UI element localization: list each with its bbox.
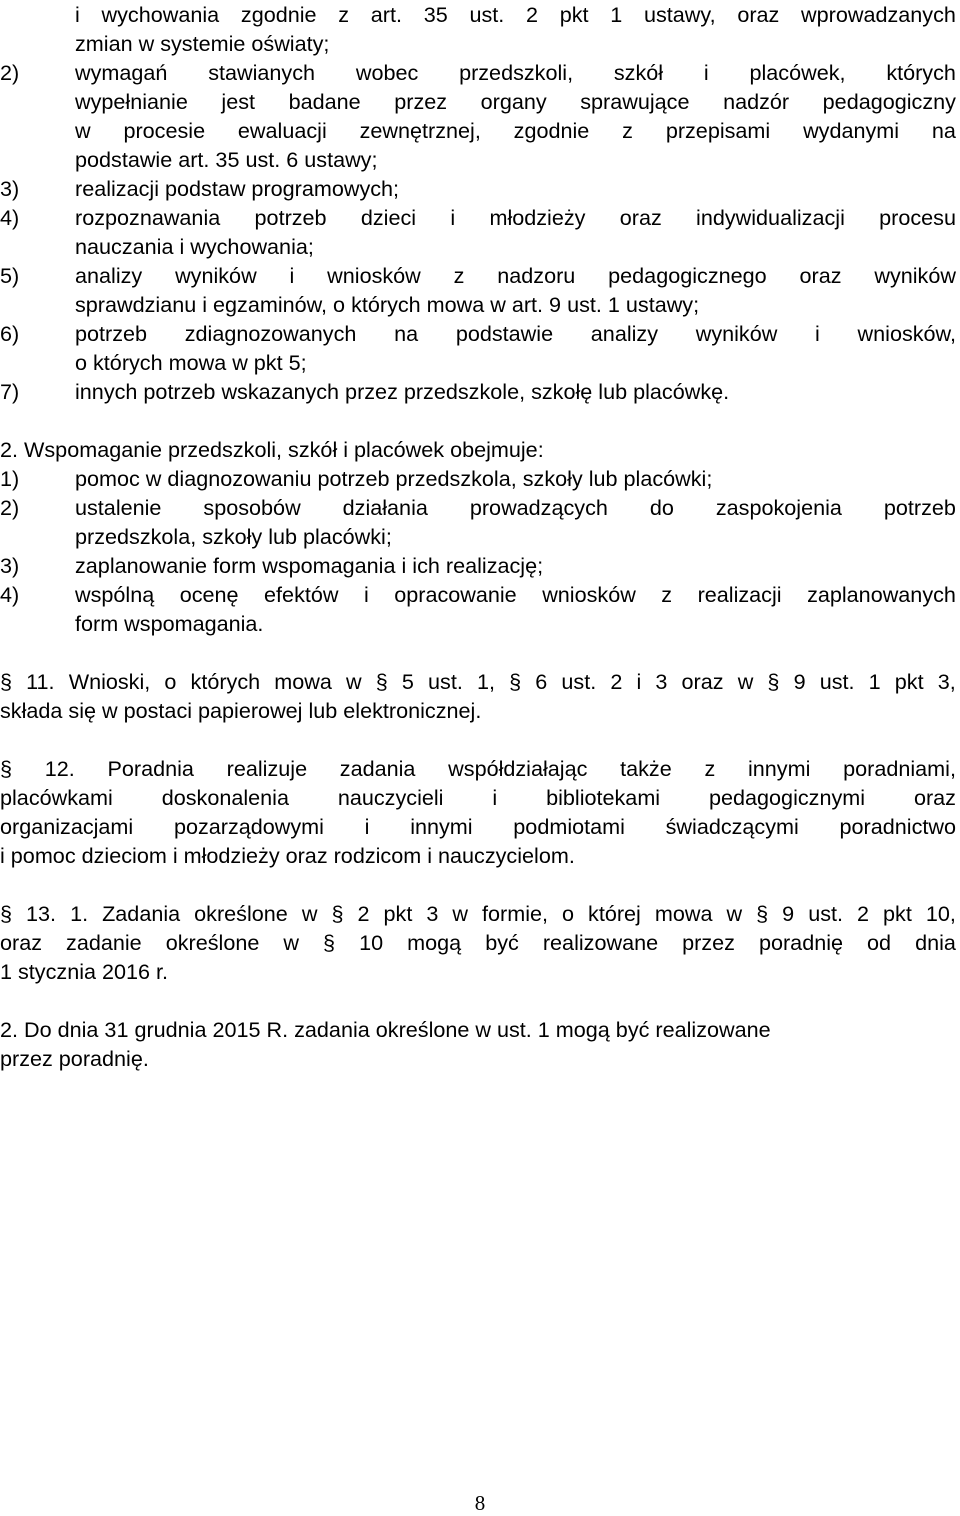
word: w bbox=[346, 669, 362, 694]
text-line: 2. Do dnia 31 grudnia 2015 R. zadania określone w ust. 1 mogą być realizowane bbox=[0, 1017, 771, 1042]
word: których bbox=[190, 669, 261, 694]
page-number: 8 bbox=[474, 1491, 486, 1515]
word: pkt bbox=[894, 669, 924, 694]
list-number: 2) bbox=[0, 60, 20, 85]
list-number: 6) bbox=[0, 321, 20, 346]
word: poradnictwo bbox=[839, 814, 956, 839]
list-number: 3) bbox=[0, 553, 20, 578]
word: od bbox=[867, 930, 892, 955]
word: oraz bbox=[737, 2, 780, 27]
word: wyników bbox=[874, 263, 956, 288]
word: § bbox=[331, 901, 344, 926]
list-item-text bbox=[75, 319, 956, 348]
word: stawianych bbox=[208, 60, 316, 85]
word: wymagań bbox=[75, 60, 168, 85]
word: procesu bbox=[879, 205, 956, 230]
word: wobec bbox=[355, 60, 419, 85]
word: 2 bbox=[857, 901, 870, 926]
word: i bbox=[703, 60, 709, 85]
word: w bbox=[452, 901, 468, 926]
word: 3 bbox=[426, 901, 439, 926]
word: Wnioski, bbox=[68, 669, 151, 694]
list-number: 1) bbox=[0, 466, 20, 491]
text-line: składa się w postaci papierowej lub elektronicznej. bbox=[0, 698, 482, 723]
word: potrzeb bbox=[883, 495, 956, 520]
word: badane bbox=[288, 89, 361, 114]
word: potrzeb bbox=[254, 205, 327, 230]
list-item-text bbox=[75, 580, 956, 609]
list-item-text: innych potrzeb wskazanych przez przedszkole, szkołę lub placówkę. bbox=[75, 379, 730, 404]
text-line: przedszkola, szkoły lub placówki; bbox=[75, 524, 392, 549]
word: oraz bbox=[619, 205, 662, 230]
text-line bbox=[0, 464, 956, 493]
text-line bbox=[0, 551, 956, 580]
word: mowa bbox=[274, 669, 332, 694]
word: dzieci bbox=[360, 205, 417, 230]
word: bibliotekami bbox=[546, 785, 661, 810]
word: mowa bbox=[654, 901, 713, 926]
word: § bbox=[509, 669, 522, 694]
word: potrzeb bbox=[75, 321, 148, 346]
word: § bbox=[756, 901, 769, 926]
word: 11. bbox=[26, 669, 55, 694]
word: szkół bbox=[613, 60, 664, 85]
word: wydanymi bbox=[803, 118, 900, 143]
word: 3 bbox=[655, 669, 668, 694]
word: ust. bbox=[819, 669, 855, 694]
word: 2 bbox=[610, 669, 623, 694]
word: Poradnia bbox=[107, 756, 194, 781]
word: i bbox=[75, 2, 80, 27]
list-number: 4) bbox=[0, 582, 20, 607]
text-line: o których mowa w pkt 5; bbox=[75, 350, 307, 375]
text-line bbox=[0, 261, 956, 290]
word: realizowane bbox=[542, 930, 659, 955]
word: jest bbox=[221, 89, 256, 114]
word: opracowanie bbox=[394, 582, 517, 607]
word: 1 bbox=[610, 2, 623, 27]
text-line: przez poradnię. bbox=[0, 1046, 149, 1071]
word: przez bbox=[682, 930, 735, 955]
word: 35 bbox=[423, 2, 448, 27]
word: formie, bbox=[482, 901, 548, 926]
word: § bbox=[375, 669, 388, 694]
word: analizy bbox=[590, 321, 659, 346]
word: 2 bbox=[357, 901, 370, 926]
word: o bbox=[164, 669, 177, 694]
word: sprawujące bbox=[580, 89, 690, 114]
word: 13. bbox=[26, 901, 57, 926]
text-line bbox=[0, 928, 956, 957]
text-line bbox=[75, 0, 956, 29]
text-line bbox=[0, 319, 956, 348]
word: § bbox=[323, 930, 336, 955]
word: pedagogicznymi bbox=[709, 785, 866, 810]
word: i bbox=[815, 321, 820, 346]
word: oraz bbox=[681, 669, 724, 694]
word: także bbox=[620, 756, 672, 781]
word: art. bbox=[370, 2, 402, 27]
word: zaspokojenia bbox=[715, 495, 842, 520]
word: wypełnianie bbox=[75, 89, 188, 114]
word: poradnię bbox=[758, 930, 844, 955]
word: określone bbox=[165, 930, 260, 955]
text-line bbox=[0, 899, 956, 928]
text-line bbox=[75, 116, 956, 145]
word: i bbox=[636, 669, 642, 694]
word: doskonalenia bbox=[161, 785, 289, 810]
word: na bbox=[394, 321, 419, 346]
word: nadzoru bbox=[497, 263, 576, 288]
word: prowadzących bbox=[469, 495, 608, 520]
word: ustawy, bbox=[643, 2, 716, 27]
word: w bbox=[737, 669, 754, 694]
word: rozpoznawania bbox=[75, 205, 221, 230]
word: realizacji bbox=[697, 582, 782, 607]
text-line bbox=[0, 812, 956, 841]
word: 12. bbox=[44, 756, 75, 781]
word: pkt bbox=[559, 2, 589, 27]
word: być bbox=[485, 930, 519, 955]
text-line bbox=[0, 377, 956, 406]
text-line: podstawie art. 35 ust. 6 ustawy; bbox=[75, 147, 378, 172]
word: wyników bbox=[175, 263, 257, 288]
word: wspólną bbox=[75, 582, 155, 607]
word: 1 bbox=[868, 669, 881, 694]
word: dnia bbox=[915, 930, 956, 955]
word: pkt bbox=[383, 901, 413, 926]
word: § bbox=[0, 901, 13, 926]
text-line bbox=[0, 493, 956, 522]
word: z bbox=[704, 756, 716, 781]
word: 9 bbox=[793, 669, 806, 694]
word: ust. bbox=[428, 669, 463, 694]
word: 10, bbox=[925, 901, 956, 926]
text-line: 2. Wspomaganie przedszkoli, szkół i placówek obejmuje: bbox=[0, 437, 544, 462]
word: świadczącymi bbox=[665, 814, 799, 839]
list-number: 5) bbox=[0, 263, 20, 288]
text-line: form wspomagania. bbox=[75, 611, 264, 636]
text-line bbox=[0, 203, 956, 232]
word: podstawie bbox=[455, 321, 554, 346]
text-line bbox=[75, 87, 956, 116]
text-line: sprawdzianu i egzaminów, o których mowa w art. 9 ust. 1 ustawy; bbox=[75, 292, 700, 317]
word: zadanie bbox=[66, 930, 142, 955]
word: zgodnie bbox=[513, 118, 590, 143]
word: w bbox=[301, 901, 318, 926]
word: do bbox=[649, 495, 674, 520]
word: z bbox=[338, 2, 350, 27]
word: 6 bbox=[535, 669, 548, 694]
word: nadzór bbox=[723, 89, 790, 114]
word: pozarządowymi bbox=[173, 814, 324, 839]
word: z bbox=[453, 263, 465, 288]
text-line bbox=[0, 783, 956, 812]
word: indywidualizacji bbox=[696, 205, 845, 230]
list-number: 3) bbox=[0, 176, 20, 201]
word: organizacjami bbox=[0, 814, 134, 839]
word: wniosków, bbox=[857, 321, 956, 346]
word: określone bbox=[194, 901, 288, 926]
word: 2 bbox=[525, 2, 538, 27]
word: oraz bbox=[913, 785, 956, 810]
word: w bbox=[75, 118, 91, 143]
text-line: i pomoc dzieciom i młodzieży oraz rodzicom i nauczycielom. bbox=[0, 843, 575, 868]
word: pkt bbox=[883, 901, 912, 926]
word: ust. bbox=[469, 2, 505, 27]
text-line: 1 stycznia 2016 r. bbox=[0, 959, 169, 984]
word: nauczycieli bbox=[337, 785, 444, 810]
list-number: 2) bbox=[0, 495, 20, 520]
word: na bbox=[931, 118, 956, 143]
word: ust. bbox=[808, 901, 843, 926]
word: 3, bbox=[937, 669, 956, 694]
word: mogą bbox=[407, 930, 462, 955]
word: Zadania bbox=[102, 901, 181, 926]
word: i bbox=[364, 814, 370, 839]
word: zgodnie bbox=[240, 2, 317, 27]
word: ustalenie bbox=[75, 495, 162, 520]
text-line bbox=[0, 58, 956, 87]
word: przez bbox=[394, 89, 448, 114]
word: ust. bbox=[561, 669, 597, 694]
text-line bbox=[0, 667, 956, 696]
word: wyników bbox=[695, 321, 778, 346]
word: przedszkoli, bbox=[459, 60, 574, 85]
list-item-text bbox=[75, 261, 956, 290]
word: oraz bbox=[799, 263, 842, 288]
word: z bbox=[661, 582, 673, 607]
text-line bbox=[0, 580, 956, 609]
word: organy bbox=[480, 89, 547, 114]
word: której bbox=[588, 901, 641, 926]
word: w bbox=[283, 930, 300, 955]
word: i bbox=[450, 205, 456, 230]
word: działania bbox=[342, 495, 428, 520]
word: innymi bbox=[747, 756, 811, 781]
word: innymi bbox=[410, 814, 473, 839]
word: realizuje bbox=[226, 756, 308, 781]
word: § bbox=[0, 669, 13, 694]
list-item-text: pomoc w diagnozowaniu potrzeb przedszkola, szkoły lub placówki; bbox=[75, 466, 713, 491]
word: wniosków bbox=[327, 263, 421, 288]
word: oraz bbox=[0, 930, 43, 955]
word: współdziałając bbox=[448, 756, 588, 781]
word: 5 bbox=[401, 669, 414, 694]
word: 10 bbox=[359, 930, 384, 955]
list-item-text bbox=[75, 58, 956, 87]
list-item-text: realizacji podstaw programowych; bbox=[75, 176, 400, 201]
list-item-text bbox=[75, 493, 956, 522]
word: 1, bbox=[476, 669, 495, 694]
word: z bbox=[622, 118, 633, 143]
list-item-text: zaplanowanie form wspomagania i ich realizację; bbox=[75, 553, 544, 578]
word: w bbox=[726, 901, 743, 926]
word: poradniami, bbox=[843, 756, 956, 781]
text-line: nauczania i wychowania; bbox=[75, 234, 314, 259]
word: zaplanowanych bbox=[807, 582, 956, 607]
text-line bbox=[0, 174, 956, 203]
word: ewaluacji bbox=[237, 118, 327, 143]
word: zewnętrznej, bbox=[359, 118, 481, 143]
word: wychowania bbox=[101, 2, 220, 27]
word: procesie bbox=[123, 118, 206, 143]
word: zdiagnozowanych bbox=[184, 321, 357, 346]
word: ocenę bbox=[179, 582, 239, 607]
word: i bbox=[492, 785, 498, 810]
word: § bbox=[767, 669, 780, 694]
word: o bbox=[562, 901, 575, 926]
list-item-text bbox=[75, 203, 956, 232]
word: efektów bbox=[264, 582, 339, 607]
word: i bbox=[289, 263, 295, 288]
word: placówek, bbox=[749, 60, 846, 85]
word: placówkami bbox=[0, 785, 113, 810]
word: pedagogiczny bbox=[822, 89, 956, 114]
word: młodzieży bbox=[489, 205, 586, 230]
text-line bbox=[0, 754, 956, 783]
word: przepisami bbox=[665, 118, 771, 143]
word: których bbox=[886, 60, 956, 85]
word: wniosków bbox=[542, 582, 636, 607]
word: wprowadzanych bbox=[801, 2, 956, 27]
word: sposobów bbox=[203, 495, 301, 520]
text-line: zmian w systemie oświaty; bbox=[75, 31, 330, 56]
word: i bbox=[363, 582, 369, 607]
word: pedagogicznego bbox=[608, 263, 767, 288]
word: 1. bbox=[70, 901, 89, 926]
word: podmiotami bbox=[513, 814, 625, 839]
word: analizy bbox=[75, 263, 143, 288]
word: § bbox=[0, 756, 13, 781]
list-number: 7) bbox=[0, 379, 20, 404]
word: zadania bbox=[339, 756, 416, 781]
list-number: 4) bbox=[0, 205, 20, 230]
word: 9 bbox=[782, 901, 795, 926]
